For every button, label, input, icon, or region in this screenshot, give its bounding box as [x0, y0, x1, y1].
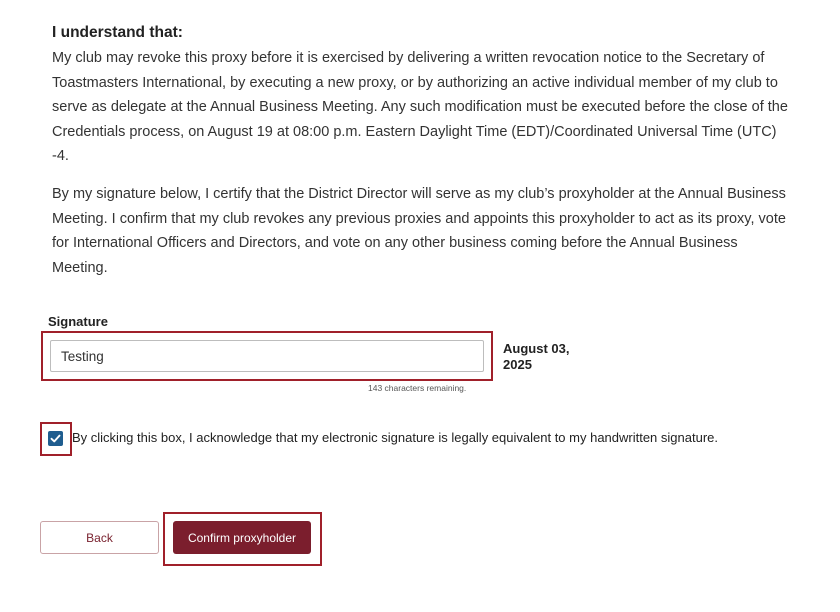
checkmark-icon	[50, 433, 61, 444]
signature-input[interactable]	[50, 340, 484, 372]
signature-date: August 03, 2025	[503, 341, 570, 372]
acknowledge-checkbox[interactable]	[48, 431, 63, 446]
characters-remaining: 143 characters remaining.	[368, 383, 467, 393]
terms-paragraph-revocation: My club may revoke this proxy before it is exercised by delivering a written revocation notice to the Secretary of Toastmasters International, by executing a new proxy, or by authorizing an active individual member of my club to serve as delegate at the Annual Business Meeting. Any such modification must be executed before the close of the Credentials process, on August 19 at 08:00 p.m. Eastern Daylight Time (EDT)/Coordinated Universal Time (UTC) -4.	[52, 50, 788, 164]
back-button[interactable]: Back	[40, 521, 159, 554]
confirm-proxyholder-button[interactable]: Confirm proxyholder	[173, 521, 311, 554]
terms-paragraph-certification: By my signature below, I certify that the District Director will serve as my club’s proxyholder at the Annual Business Meeting. I confirm that my club revokes any previous proxies and appoints this proxyholder to act as its proxy, vote for International Officers and Directors, and vote on any other business coming before the Annual Business Meeting.	[52, 186, 786, 276]
acknowledge-text: By clicking this box, I acknowledge that my electronic signature is legally equivalent to my handwritten signature.	[72, 430, 718, 445]
terms-heading: I understand that:	[52, 24, 183, 41]
signature-label: Signature	[48, 314, 108, 329]
